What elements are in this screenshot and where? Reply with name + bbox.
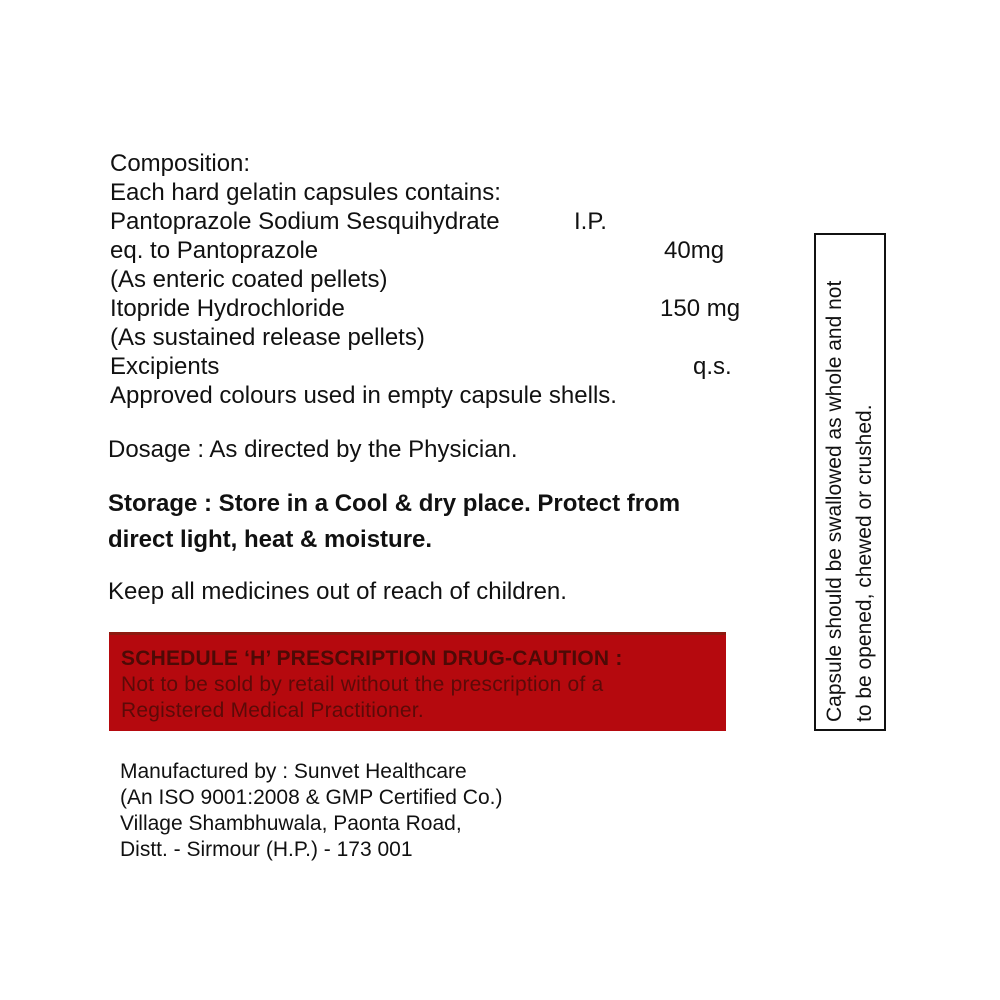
manufacturer-line-3: Village Shambhuwala, Paonta Road, — [120, 812, 462, 835]
composition-heading: Composition: — [110, 150, 251, 177]
composition-row-amount: q.s. — [693, 353, 732, 380]
dosage-text: Dosage : As directed by the Physician. — [108, 436, 518, 463]
side-note-line-1: Capsule should be swallowed as whole and not — [823, 280, 846, 722]
caution-line-1: Not to be sold by retail without the prescription of a — [121, 673, 604, 696]
side-note-line-2: to be opened, chewed or crushed. — [853, 404, 876, 722]
composition-row-text: (As enteric coated pellets) — [110, 266, 388, 293]
manufacturer-line-2: (An ISO 9001:2008 & GMP Certified Co.) — [120, 786, 503, 809]
composition-row-text: Itopride Hydrochloride — [110, 295, 345, 322]
caution-line-2: Registered Medical Practitioner. — [121, 699, 424, 722]
manufacturer-line-4: Distt. - Sirmour (H.P.) - 173 001 — [120, 838, 413, 861]
composition-row-text: Excipients — [110, 353, 220, 380]
composition-row-standard: I.P. — [574, 208, 607, 235]
composition-row-text: eq. to Pantoprazole — [110, 237, 319, 264]
composition-row-amount: 40mg — [664, 237, 725, 264]
composition-row-amount: 150 mg — [660, 295, 741, 322]
schedule-h-caution-banner — [109, 632, 726, 731]
capsule-swallow-note — [820, 242, 880, 722]
composition-row-text: Pantoprazole Sodium Sesquihydrate — [110, 208, 500, 235]
composition-intro: Each hard gelatin capsules contains: — [110, 179, 501, 206]
storage-line-2: direct light, heat & moisture. — [108, 526, 433, 553]
capsule-swallow-note-box — [814, 233, 886, 731]
keep-out-of-reach-text: Keep all medicines out of reach of children. — [108, 578, 567, 605]
composition-row-text: (As sustained release pellets) — [110, 324, 425, 351]
composition-colours-note: Approved colours used in empty capsule shells. — [110, 382, 617, 409]
manufacturer-line-1: Manufactured by : Sunvet Healthcare — [120, 760, 467, 783]
storage-line-1: Storage : Store in a Cool & dry place. Protect from — [108, 490, 681, 517]
caution-heading: SCHEDULE ‘H’ PRESCRIPTION DRUG-CAUTION : — [121, 647, 623, 670]
